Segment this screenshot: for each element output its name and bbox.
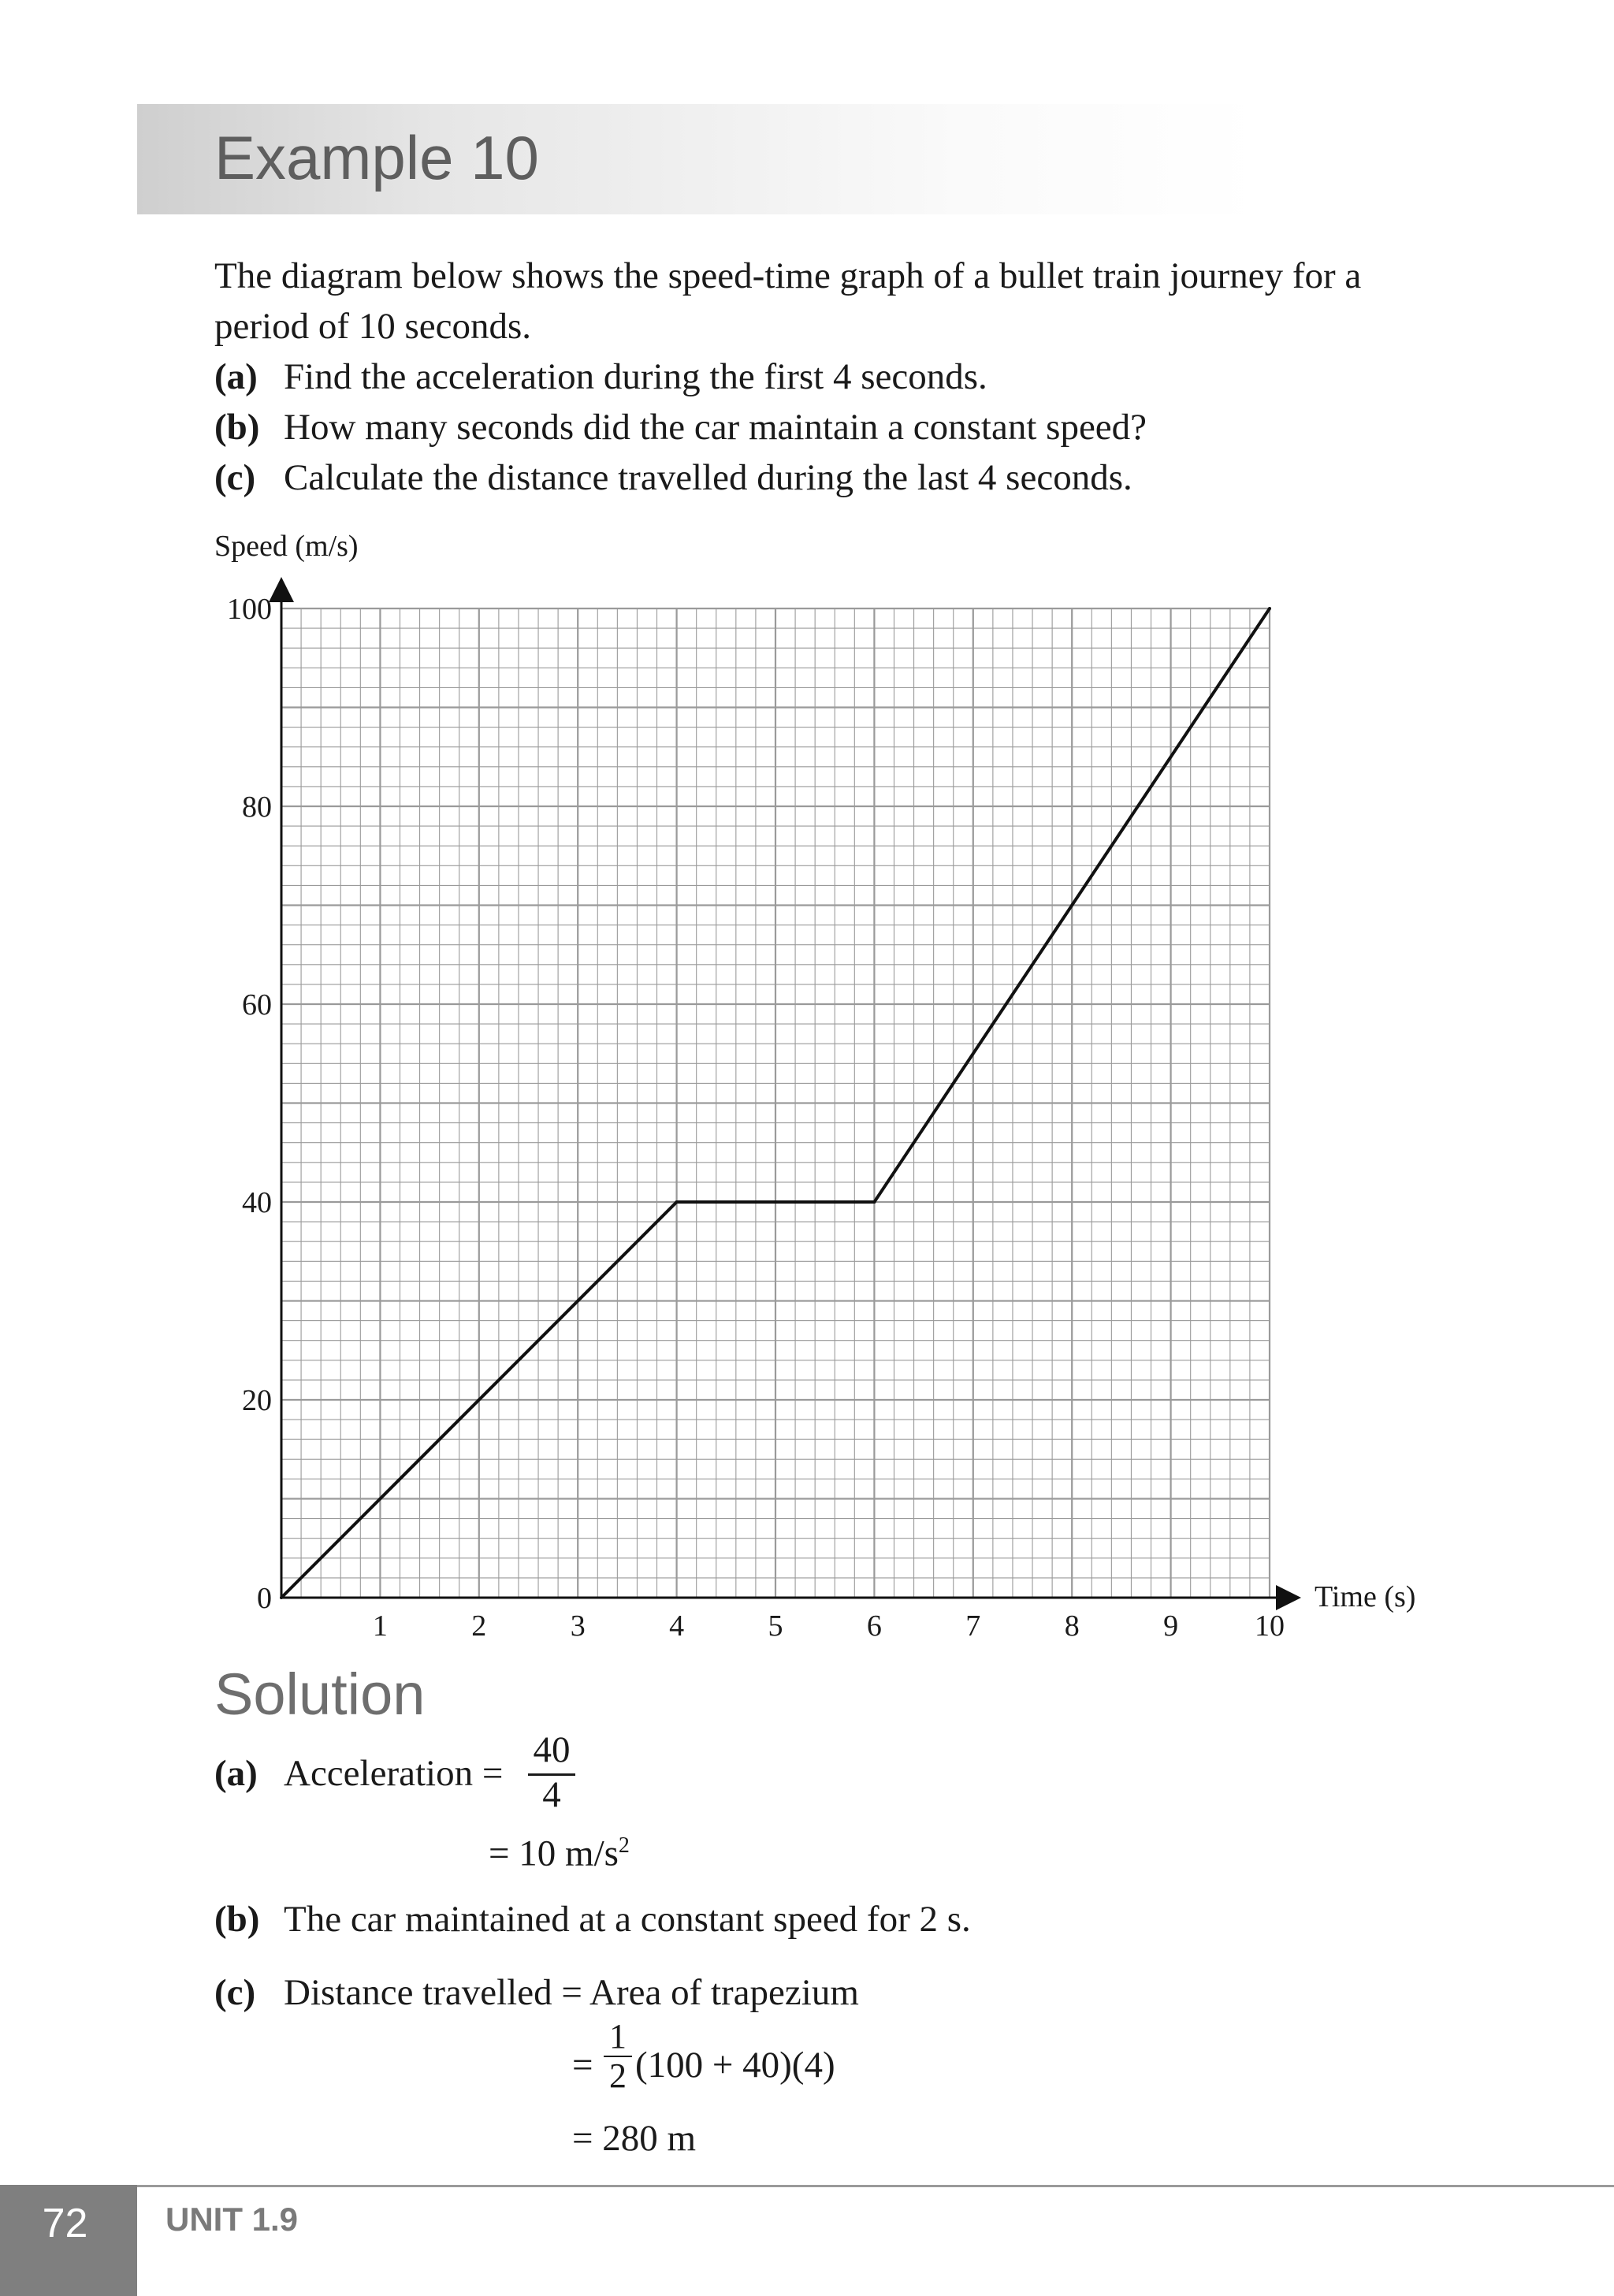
x-axis-arrow-icon — [1276, 1585, 1301, 1610]
solution-a-text: Acceleration = — [284, 1753, 504, 1794]
solution-c-expression: (100 + 40)(4) — [635, 2045, 835, 2086]
question-part-label: (b) — [214, 407, 260, 448]
solution-a-fraction — [528, 1726, 575, 1818]
solution-part-a — [214, 1729, 924, 1874]
x-axis-label: Time (s) — [1315, 1580, 1416, 1613]
y-tick-label: 60 — [242, 988, 272, 1021]
y-tick-label: 0 — [257, 1582, 272, 1615]
y-tick-label: 20 — [242, 1384, 272, 1417]
data-point — [280, 1596, 283, 1599]
x-tick-label: 2 — [471, 1609, 487, 1643]
result-text: = 10 m/s — [489, 1833, 619, 1874]
example-title: Example 10 — [214, 123, 539, 192]
result-exponent: 2 — [618, 1833, 630, 1858]
question-block — [214, 251, 1444, 503]
speed-time-chart — [197, 520, 1458, 1655]
solution-a-result — [489, 1822, 630, 1877]
question-part-text: Find the acceleration during the first 4 seconds. — [284, 356, 987, 397]
x-tick-label: 5 — [768, 1609, 783, 1643]
data-point — [872, 1200, 876, 1204]
solution-c-equals: = — [572, 2045, 593, 2086]
y-tick-label: 100 — [227, 593, 272, 626]
question-part-a — [214, 352, 1444, 402]
question-intro: The diagram below shows the speed-time graph of a bullet train journey for a period of 10 seconds. — [214, 255, 1362, 347]
question-part-label: (a) — [214, 356, 258, 397]
x-tick-label: 6 — [866, 1609, 882, 1643]
solution-part-label: (c) — [214, 1972, 256, 2013]
solution-c-text: Distance travelled = Area of trapezium — [284, 1972, 859, 2013]
x-tick-label: 7 — [965, 1609, 981, 1643]
y-tick-label: 40 — [242, 1186, 272, 1219]
solution-c-fraction — [604, 2018, 632, 2095]
page-number: 72 — [42, 2201, 88, 2246]
solution-part-c — [214, 1969, 1239, 2166]
solution-part-b — [214, 1896, 1239, 1943]
x-tick-label: 1 — [372, 1609, 388, 1643]
y-axis-label: Speed (m/s) — [214, 530, 359, 563]
question-part-text: Calculate the distance travelled during the last 4 seconds. — [284, 457, 1132, 498]
x-tick-label: 10 — [1255, 1609, 1285, 1643]
fraction-denominator: 2 — [609, 2056, 627, 2095]
y-axis-arrow-icon — [269, 577, 294, 602]
solution-part-label: (a) — [214, 1753, 258, 1794]
question-part-b — [214, 402, 1444, 452]
question-part-label: (c) — [214, 457, 256, 498]
unit-label: UNIT 1.9 — [165, 2201, 299, 2238]
solution-part-label: (b) — [214, 1899, 260, 1940]
solution-title: Solution — [214, 1662, 426, 1727]
question-part-text: How many seconds did the car maintain a constant speed? — [284, 407, 1147, 448]
footer-rule — [137, 2185, 1614, 2187]
x-tick-label: 9 — [1163, 1609, 1179, 1643]
fraction-numerator: 1 — [609, 2017, 627, 2056]
data-point — [675, 1200, 679, 1204]
question-part-c — [214, 452, 1444, 503]
solution-b-text: The car maintained at a constant speed for 2 s. — [284, 1899, 971, 1940]
speed-time-graph-svg — [197, 520, 1458, 1655]
data-point — [1268, 607, 1271, 610]
x-tick-label: 3 — [570, 1609, 586, 1643]
solution-c-result: = 280 m — [572, 2118, 697, 2159]
x-tick-label: 4 — [669, 1609, 685, 1643]
y-tick-label: 80 — [242, 791, 272, 824]
fraction-denominator: 4 — [542, 1774, 561, 1815]
fraction-numerator: 40 — [533, 1729, 571, 1770]
x-tick-label: 8 — [1064, 1609, 1080, 1643]
